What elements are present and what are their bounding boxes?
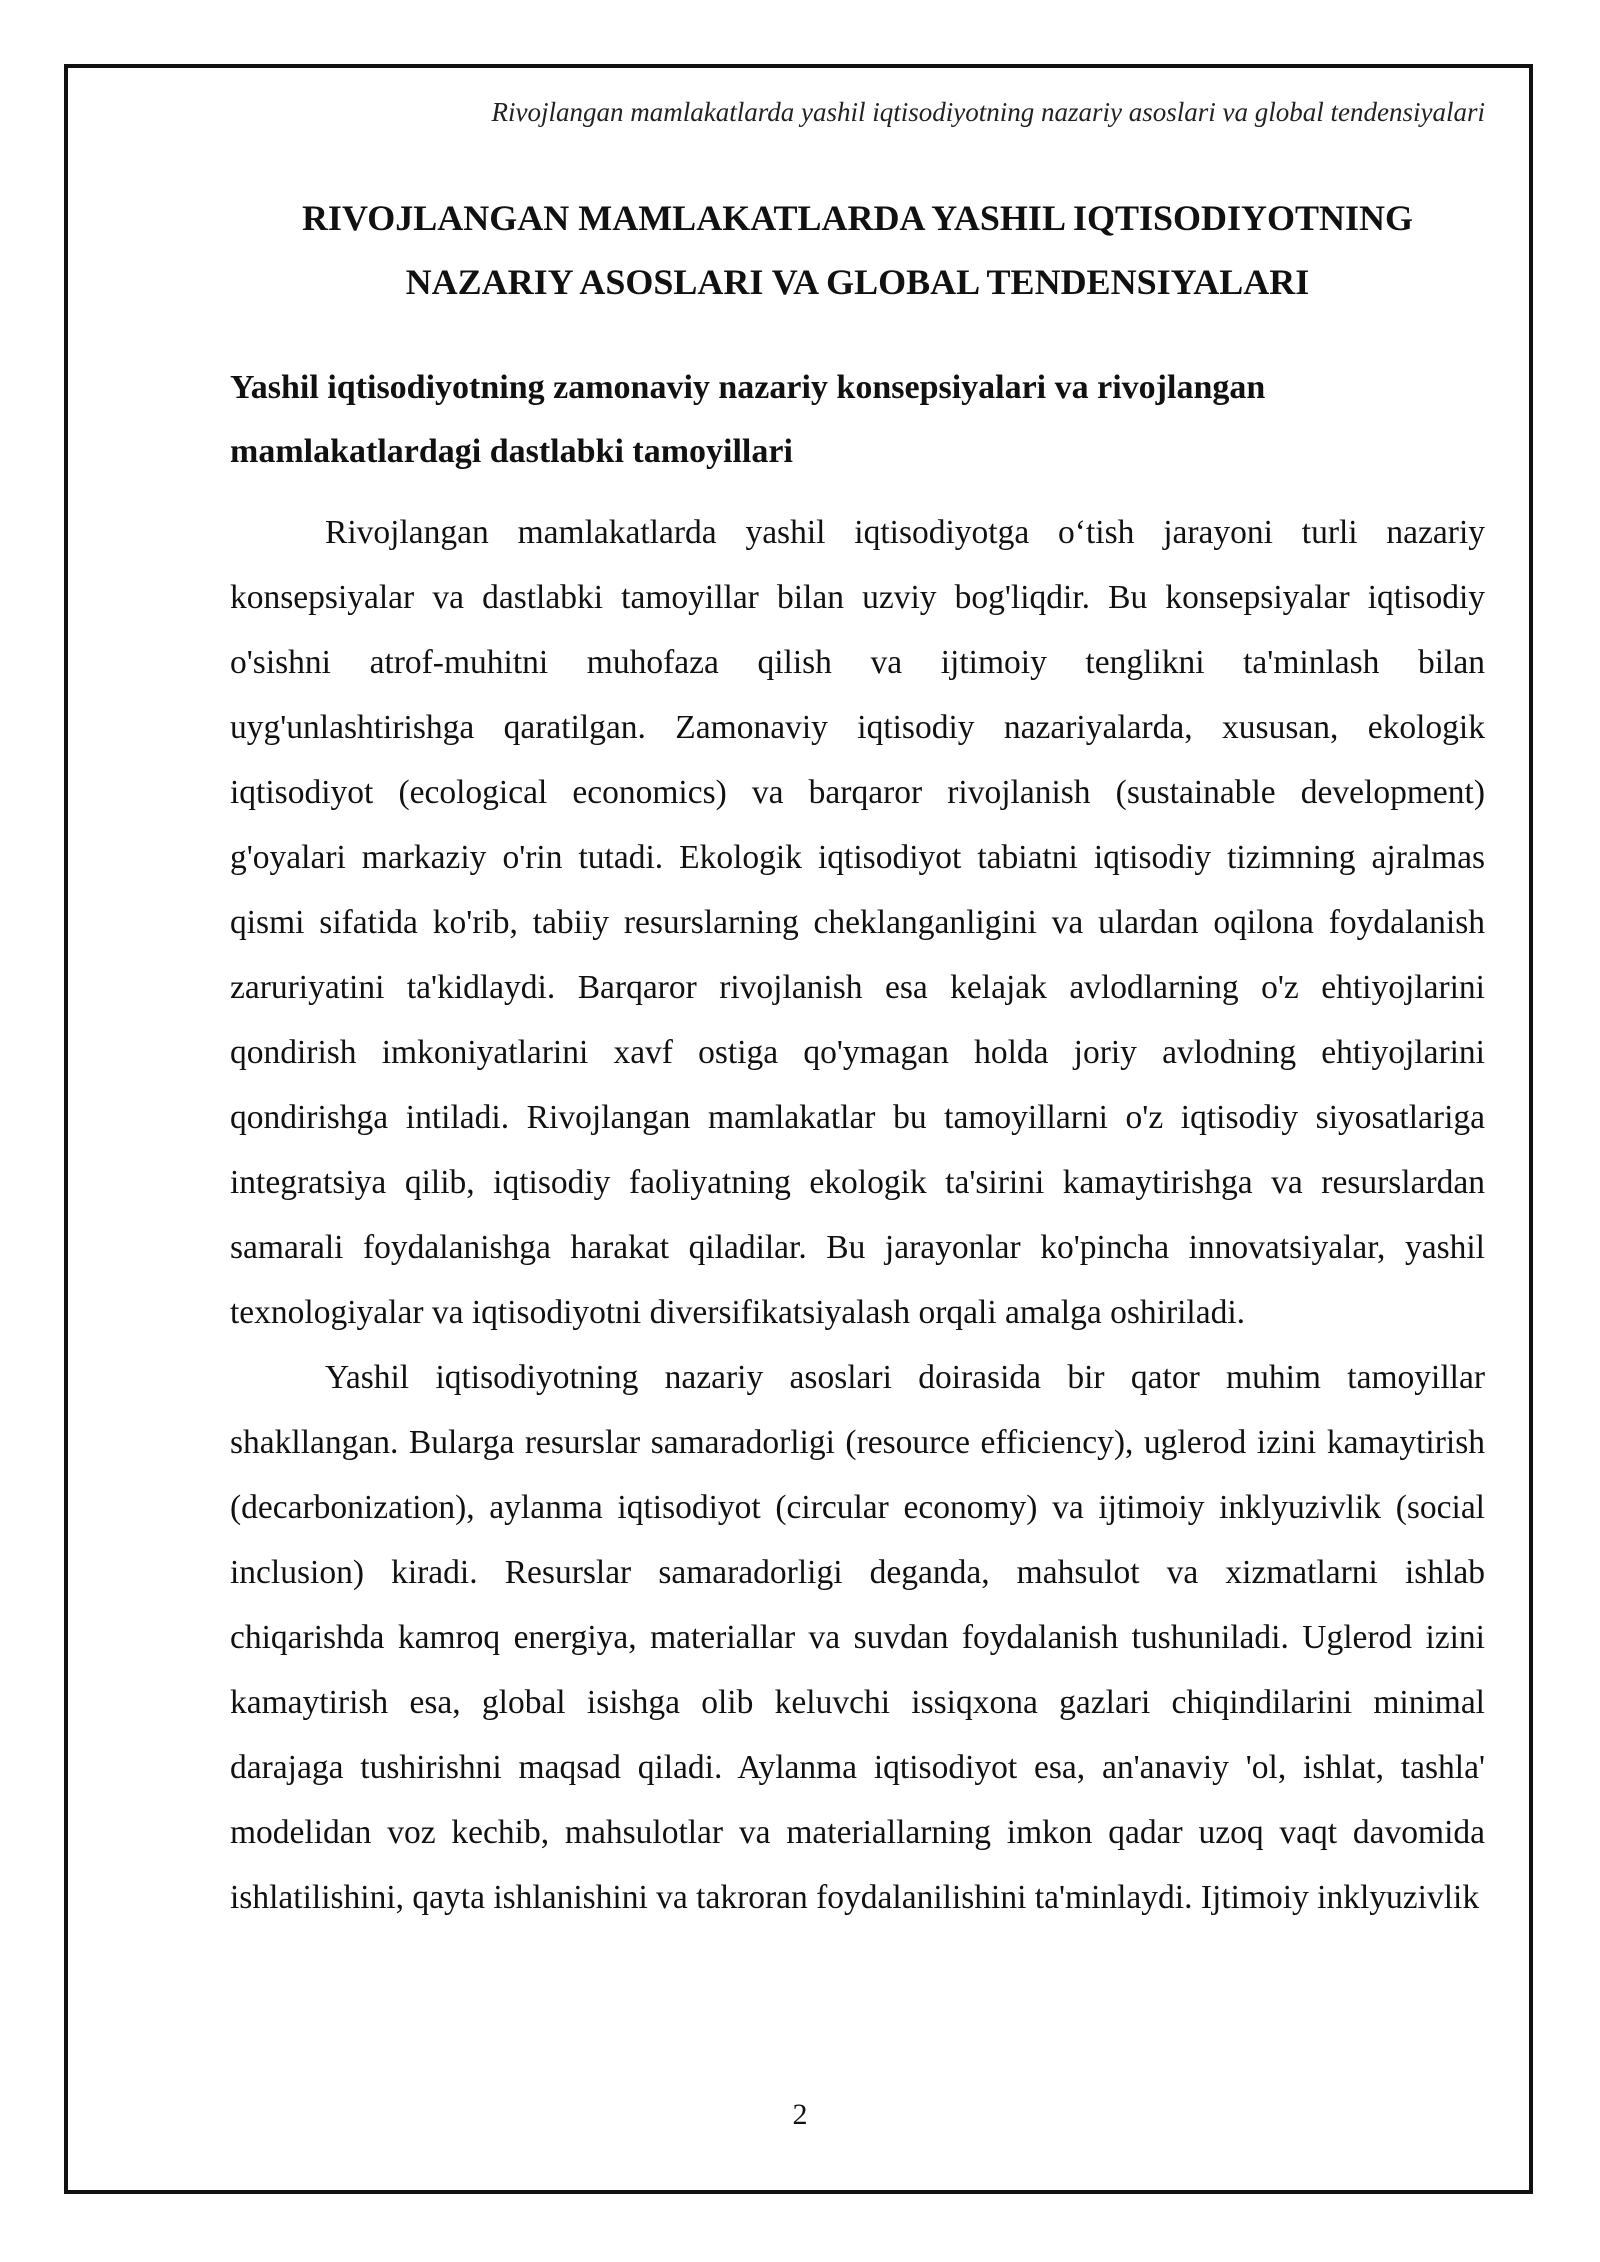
document-title — [230, 186, 1485, 314]
document-title-line-1: RIVOJLANGAN MAMLAKATLARDA YASHIL IQTISODIYOTNING — [301, 198, 1414, 238]
paragraph-2: Yashil iqtisodiyotning nazariy asoslari doirasida bir qator muhim tamoyillar shakllangan. Bularga resurslar samaradorligi (resource efficiency), uglerod izini kamaytirish (decarbonization), aylanma iqtisodiyot (circular economy) va ijtimoiy inklyuzivlik (social inclusion) kiradi. Resurslar samaradorligi deganda, mahsulot va xizmatlarni ishlab chiqarishda kamroq energiya, materiallar va suvdan foydalanish tushuniladi. Uglerod izini kamaytirish esa, global isishga olib keluvchi issiqxona gazlari chiqindilarini minimal darajaga tushirishni maqsad qiladi. Aylanma iqtisodiyot esa, an'anaviy 'ol, ishlat, tashla' modelidan voz kechib, mahsulotlar va materiallarning imkon qadar uzoq vaqt davomida ishlatilishini, qayta ishlanishini va takroran foydalanilishini ta'minlaydi. Ijtimoiy inklyuzivlik — [230, 1359, 1485, 1916]
paragraph-1: Rivojlangan mamlakatlarda yashil iqtisodiyotga o‘tish jarayoni turli nazariy konsepsiyalar va dastlabki tamoyillar bilan uzviy bog'liqdir. Bu konsepsiyalar iqtisodiy o'sishni atrof-muhitni muhofaza qilish va ijtimoiy tenglikni ta'minlash bilan uyg'unlashtirishga qaratilgan. Zamonaviy iqtisodiy nazariyalarda, xususan, ekologik iqtisodiyot (ecological economics) va barqaror rivojlanish (sustainable development) g'oyalari markaziy o'rin tutadi. Ekologik iqtisodiyot tabiatni iqtisodiy tizimning ajralmas qismi sifatida ko'rib, tabiiy resurslarning cheklanganligini va ulardan oqilona foydalanish zaruriyatini ta'kidlaydi. Barqaror rivojlanish esa kelajak avlodlarning o'z ehtiyojlarini qondirish imkoniyatlarini xavf ostiga qo'ymagan holda joriy avlodning ehtiyojlarini qondirishga intiladi. Rivojlangan mamlakatlar bu tamoyillarni o'z iqtisodiy siyosatlariga integratsiya qilib, iqtisodiy faoliyatning ekologik ta'sirini kamaytirishga va resurslardan samarali foydalanishga harakat qiladilar. Bu jarayonlar ko'pincha innovatsiyalar, yashil texnologiyalar va iqtisodiyotni diversifikatsiyalash orqali amalga oshiriladi. — [230, 514, 1485, 1331]
page-number: 2 — [792, 2098, 808, 2131]
section-heading-line-1: Yashil iqtisodiyotning zamonaviy nazariy konsepsiyalari va rivojlangan — [230, 369, 1266, 406]
running-header: Rivojlangan mamlakatlarda yashil iqtisodiyotning nazariy asoslari va global tendensiyalari — [491, 97, 1485, 127]
section-heading — [230, 356, 1485, 484]
body-text — [230, 500, 1485, 1930]
section-heading-line-2: mamlakatlardagi dastlabki tamoyillari — [230, 433, 793, 470]
document-title-line-2: NAZARIY ASOSLARI VA GLOBAL TENDENSIYALARI — [405, 262, 1310, 302]
